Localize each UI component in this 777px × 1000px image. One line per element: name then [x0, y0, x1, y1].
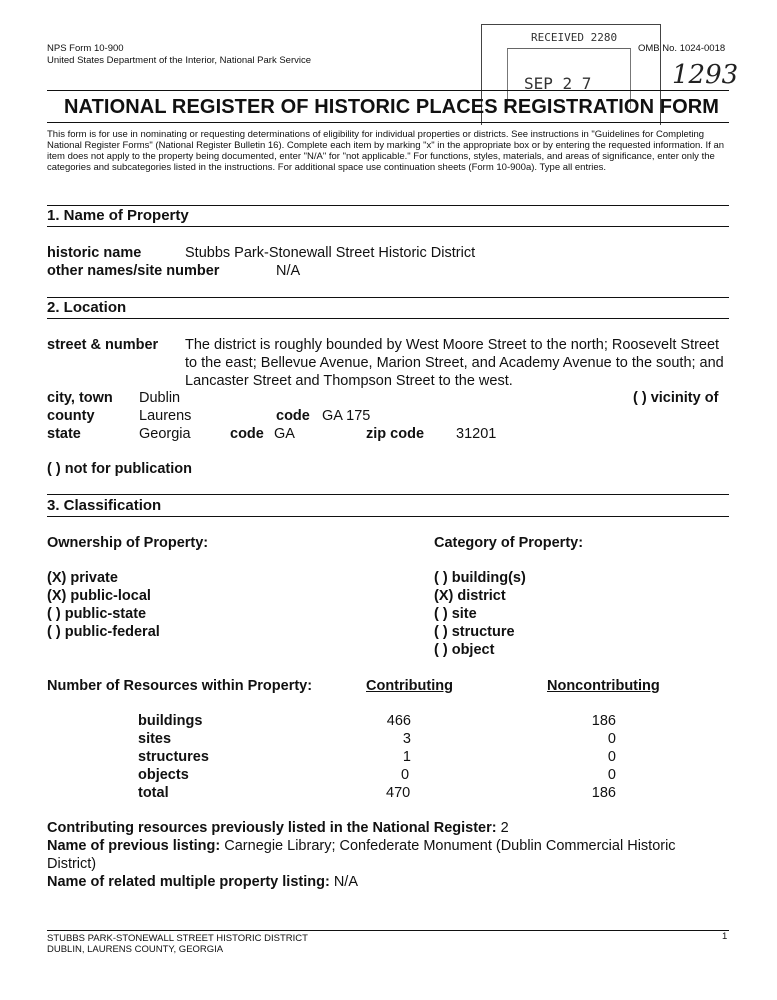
section1-bottom-rule: [47, 226, 729, 227]
section3-bottom-rule: [47, 516, 729, 517]
resource-noncontributing: 186: [591, 713, 616, 729]
state-label: state: [47, 426, 81, 442]
resource-type: objects: [138, 767, 189, 783]
related-listing-label: Name of related multiple property listing:: [47, 874, 330, 890]
footer-rule: [47, 930, 729, 931]
stamp-received-text: RECEIVED 2280: [531, 31, 618, 44]
section2-bottom-rule: [47, 318, 729, 319]
resource-noncontributing: 0: [607, 749, 616, 765]
resource-noncontributing-total: 186: [591, 785, 616, 801]
resources-label: Number of Resources within Property:: [47, 678, 313, 694]
resource-type: sites: [138, 731, 172, 747]
vicinity-checkbox[interactable]: ( ) vicinity of: [633, 390, 719, 406]
historic-name-value: Stubbs Park-Stonewall Street Historic District: [185, 245, 476, 261]
form-number: NPS Form 10-900: [47, 43, 124, 54]
street-value: The district is roughly bounded by West Moore Street to the north; Roosevelt Street to the east; Bellevue Avenue, Marion Street, and Academy Avenue to the south; and Lancaster Street and Thompson Street to the west.: [185, 337, 724, 389]
handwritten-number: 1293: [672, 60, 739, 90]
category-option[interactable]: ( ) building(s): [434, 570, 526, 586]
state-code-value: GA: [274, 426, 295, 442]
resource-type: buildings: [138, 713, 203, 729]
page-number: 1: [722, 931, 728, 942]
state-value: Georgia: [139, 426, 191, 442]
contributing-header: Contributing: [366, 678, 453, 694]
resource-contributing: 0: [401, 767, 410, 783]
resource-contributing: 466: [386, 713, 411, 729]
section1-title: 1. Name of Property: [47, 207, 189, 224]
previous-listing-line: [47, 837, 676, 855]
ownership-label: Ownership of Property:: [47, 535, 209, 551]
resource-contributing: 3: [402, 731, 411, 747]
historic-name-label: historic name: [47, 245, 142, 261]
category-option[interactable]: ( ) object: [434, 642, 495, 658]
resource-type-total: total: [138, 785, 169, 801]
previous-listing-value: Carnegie Library; Confederate Monument (Dublin Commercial Historic: [224, 838, 676, 854]
ownership-option[interactable]: ( ) public-federal: [47, 624, 160, 640]
section3-title: 3. Classification: [47, 497, 162, 514]
resource-contributing: 1: [402, 749, 411, 765]
footer-location: DUBLIN, LAURENS COUNTY, GEORGIA: [47, 944, 224, 955]
county-code-value: GA 175: [322, 408, 371, 424]
category-option[interactable]: ( ) structure: [434, 624, 515, 640]
ownership-option[interactable]: (X) private: [47, 570, 118, 586]
other-names-label: other names/site number: [47, 263, 220, 279]
zip-label: zip code: [366, 426, 425, 442]
not-for-publication-checkbox[interactable]: ( ) not for publication: [47, 461, 192, 477]
section2-top-rule: [47, 297, 729, 298]
county-label: county: [47, 408, 95, 424]
related-listing-line: [47, 873, 358, 891]
section1-top-rule: [47, 205, 729, 206]
category-label: Category of Property:: [434, 535, 584, 551]
omb-number: OMB No. 1024-0018: [638, 43, 726, 54]
stamp-date: SEP 2 7: [524, 74, 592, 93]
city-value: Dublin: [139, 390, 181, 406]
street-label: street & number: [47, 337, 159, 353]
category-option[interactable]: ( ) site: [434, 606, 477, 622]
ownership-option[interactable]: ( ) public-state: [47, 606, 147, 622]
footer-district: STUBBS PARK-STONEWALL STREET HISTORIC DISTRICT: [47, 933, 308, 944]
county-code-label: code: [276, 408, 310, 424]
zip-value: 31201: [456, 426, 497, 442]
title-bottom-rule: [47, 122, 729, 123]
page-title: NATIONAL REGISTER OF HISTORIC PLACES REGISTRATION FORM: [64, 96, 720, 118]
other-names-value: N/A: [276, 263, 301, 279]
title-top-rule: [47, 90, 729, 91]
category-option[interactable]: (X) district: [434, 588, 506, 604]
previous-listing-label: Name of previous listing:: [47, 838, 221, 854]
resource-contributing-total: 470: [386, 785, 411, 801]
ownership-option[interactable]: (X) public-local: [47, 588, 151, 604]
resource-type: structures: [138, 749, 209, 765]
resource-noncontributing: 0: [607, 767, 616, 783]
previously-listed-value: 2: [500, 820, 509, 836]
previously-listed-line: [47, 819, 509, 837]
resource-noncontributing: 0: [607, 731, 616, 747]
related-listing-value: N/A: [333, 874, 358, 890]
section2-title: 2. Location: [47, 299, 127, 316]
previously-listed-label: Contributing resources previously listed in the National Register:: [47, 820, 497, 836]
intro-instructions: This form is for use in nominating or requesting determinations of eligibility for individual properties or districts. See instructions in "Guidelines for Completing National Register Forms" (National Register Bulletin 16). Complete each item by marking "x" in the appropriate box or by entering the requested information. If an item does not apply to the property being documented, enter "N/A" for "not applicable." For functions, styles, materials, and areas of significance, enter only the categories and subcategories listed in the instructions. For additional space use continuation sheets (Form 10-900a). Type all entries.: [47, 129, 725, 173]
county-value: Laurens: [139, 408, 192, 424]
previous-listing-value-cont: District): [47, 856, 97, 872]
state-code-label: code: [230, 426, 264, 442]
department-line: United States Department of the Interior, National Park Service: [47, 55, 312, 66]
city-label: city, town: [47, 390, 113, 406]
section3-top-rule: [47, 494, 729, 495]
noncontributing-header: Noncontributing: [547, 678, 660, 694]
